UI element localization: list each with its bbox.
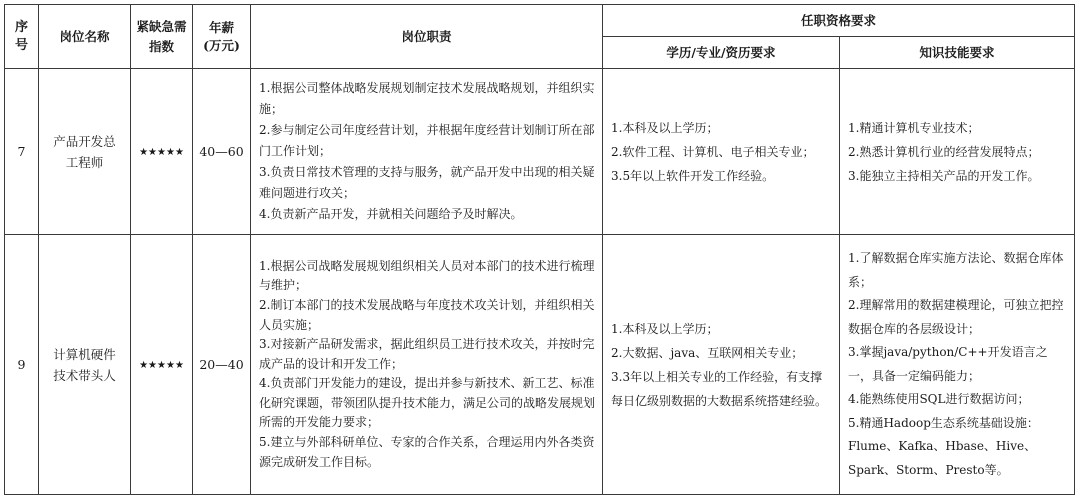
list-item: 3.掌握java/python/C++开发语言之一，具备一定编码能力； xyxy=(848,345,1048,383)
header-qualifications: 任职资格要求 xyxy=(603,5,1075,37)
header-salary-line1: 年薪 xyxy=(208,19,234,35)
list-item: 4.负责新产品开发，并就相关问题给予及时解决。 xyxy=(259,207,523,221)
row-urgency xyxy=(131,69,193,235)
row-position-text: 产品开发总工程师 xyxy=(53,133,116,170)
row-skills xyxy=(840,235,1075,495)
list-item: 1.根据公司整体战略发展规划制定技术发展战略规划，并组织实施； xyxy=(259,81,595,116)
list-item: 2.软件工程、计算机、电子相关专业； xyxy=(611,144,815,159)
list-item: 2.制订本部门的技术发展战略与年度技术攻关计划，并组织相关人员实施； xyxy=(259,297,595,332)
header-skills: 知识技能要求 xyxy=(840,37,1075,69)
row-salary: 40—60 xyxy=(193,69,251,235)
header-salary-line2: (万元) xyxy=(203,37,240,53)
list-item: 4.负责部门开发能力的建设，提出并参与新技术、新工艺、标准化研究课题，带领团队提升技术能力，满足公司的战略发展规划所需的开发能力要求； xyxy=(259,376,596,430)
header-seq-text: 序号 xyxy=(14,19,28,53)
list-item: 1.根据公司战略发展规划组织相关人员对本部门的技术进行梳理与维护； xyxy=(259,258,595,293)
row-position-text: 计算机硬件技术带头人 xyxy=(53,346,116,383)
list-item: 2.大数据、java、互联网相关专业； xyxy=(611,345,804,360)
table-row xyxy=(5,69,1075,235)
row-seq: 9 xyxy=(5,235,39,495)
header-education: 学历/专业/资历要求 xyxy=(603,37,840,69)
row-position xyxy=(39,235,131,495)
row-skills xyxy=(840,69,1075,235)
job-requirements-table xyxy=(4,4,1075,495)
list-item: 3.负责日常技术管理的支持与服务，就产品开发中出现的相关疑难问题进行攻关； xyxy=(259,165,595,200)
row-position xyxy=(39,69,131,235)
row-education xyxy=(603,235,840,495)
table-header-row xyxy=(5,5,1075,37)
row-education xyxy=(603,69,840,235)
header-urgency-text: 紧缺急需指数 xyxy=(136,18,187,54)
list-item: 3.能独立主持相关产品的开发工作。 xyxy=(848,168,1040,183)
list-item: 1.了解数据仓库实施方法论、数据仓库体系； xyxy=(848,251,1064,289)
list-item: 3.对接新产品研发需求，据此组织员工进行技术攻关，并按时完成产品的设计和开发工作； xyxy=(259,337,595,371)
row-seq: 7 xyxy=(5,69,39,235)
list-item: 2.熟悉计算机行业的经营发展特点； xyxy=(848,144,1040,159)
list-item: 3.5年以上软件开发工作经验。 xyxy=(611,168,775,183)
row-salary: 20—40 xyxy=(193,235,251,495)
header-duties: 岗位职责 xyxy=(251,5,603,69)
urgency-stars: ★★★★★ xyxy=(139,360,184,371)
list-item: 5.建立与外部科研单位、专家的合作关系，合理运用内外各类资源完成研发工作目标。 xyxy=(259,435,595,469)
header-urgency xyxy=(131,5,193,69)
list-item: 5.精通Hadoop生态系统基础设施：Flume、Kafka、Hbase、Hive、Spark、Storm、Presto等。 xyxy=(848,415,1039,477)
list-item: 3.3年以上相关专业的工作经验，有支撑每日亿级别数据的大数据系统搭建经验。 xyxy=(611,369,828,408)
header-position: 岗位名称 xyxy=(39,5,131,69)
row-urgency xyxy=(131,235,193,495)
urgency-stars: ★★★★★ xyxy=(139,147,184,158)
list-item: 4.能熟练使用SQL进行数据访问； xyxy=(848,392,1030,406)
list-item: 2.参与制定公司年度经营计划，并根据年度经营计划制订所在部门工作计划； xyxy=(259,123,595,158)
row-duties xyxy=(251,69,603,235)
list-item: 1.精通计算机专业技术； xyxy=(848,120,980,135)
header-salary xyxy=(193,5,251,69)
list-item: 1.本科及以上学历； xyxy=(611,321,719,336)
table-row xyxy=(5,235,1075,495)
row-duties xyxy=(251,235,603,495)
header-seq xyxy=(5,5,39,69)
list-item: 1.本科及以上学历； xyxy=(611,120,719,135)
list-item: 2.理解常用的数据建模理论，可独立把控数据仓库的各层级设计； xyxy=(848,298,1064,336)
